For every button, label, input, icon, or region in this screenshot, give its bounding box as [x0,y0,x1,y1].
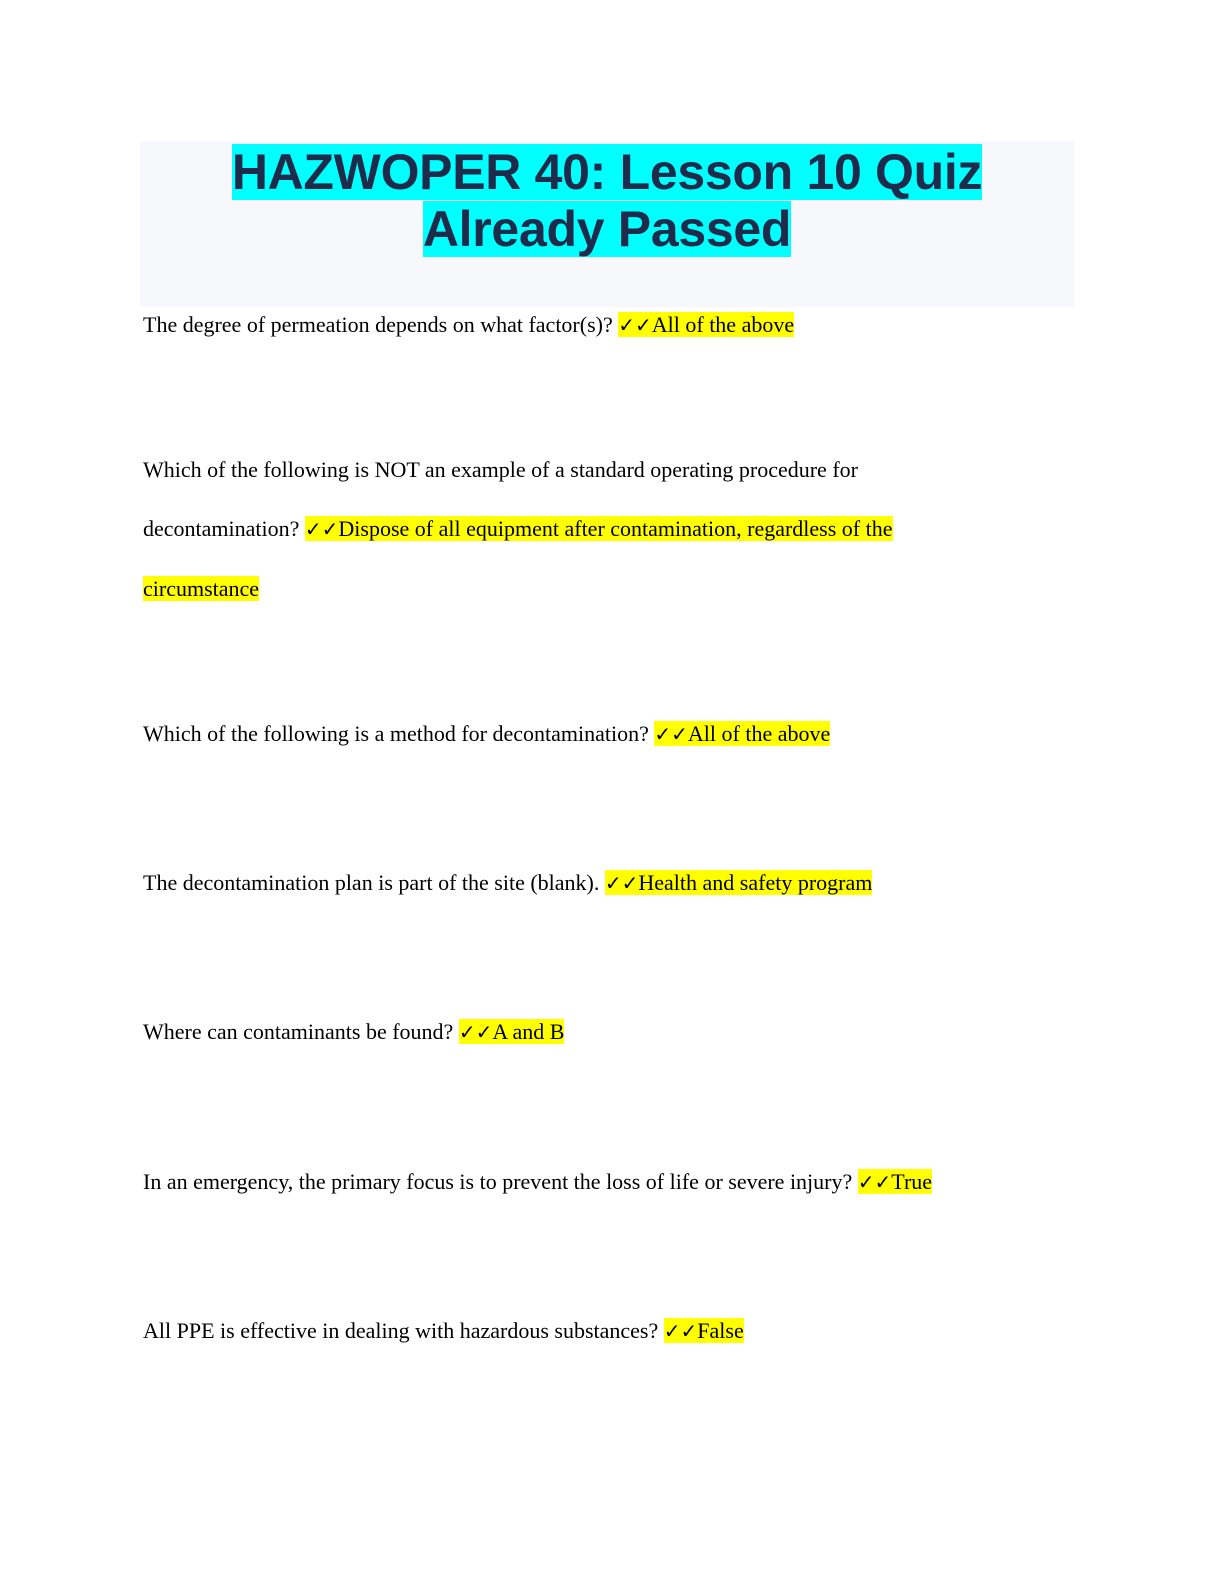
double-check-icon: ✓✓ [654,722,688,746]
double-check-icon: ✓✓ [857,1170,892,1194]
answer-highlight [654,721,830,746]
question-item-5 [143,1002,1003,1062]
question-item-4 [143,853,1003,913]
answer-text: All of the above [687,721,831,746]
question-text: The degree of permeation depends on what factor(s)? [143,312,613,337]
double-check-icon: ✓✓ [604,871,639,895]
answer-highlight [618,312,794,337]
answer-text: Dispose of all equipment after contamination, regardless of the circumstance [143,516,893,601]
double-check-icon: ✓✓ [663,1319,698,1343]
double-check-icon: ✓✓ [304,517,339,541]
answer-text: True [891,1169,933,1194]
answer-text: A and B [492,1019,565,1044]
answer-highlight [605,870,872,895]
question-item-1 [143,295,1003,355]
question-item-3 [143,704,1003,764]
question-text: Where can contaminants be found? [143,1019,454,1044]
question-item-6 [143,1152,1003,1212]
double-check-icon: ✓✓ [458,1020,493,1044]
question-item-2 [143,440,1003,618]
answer-text: Health and safety program [638,870,873,895]
answer-highlight [459,1019,565,1044]
page-title: HAZWOPER 40: Lesson 10 Quiz Already Passed [231,144,983,257]
double-check-icon: ✓✓ [618,313,652,337]
title-block [140,141,1074,307]
question-text: Which of the following is a method for decontamination? [143,721,649,746]
question-item-7 [143,1301,1003,1361]
question-text: All PPE is effective in dealing with hazardous substances? [143,1318,659,1343]
question-text: In an emergency, the primary focus is to prevent the loss of life or severe injury? [143,1169,853,1194]
answer-text: All of the above [651,312,795,337]
answer-highlight [664,1318,744,1343]
answer-highlight [858,1169,932,1194]
question-text: Which of the following is NOT an example of a standard operating procedure for decontamination? [143,457,858,541]
answer-text: False [697,1318,744,1343]
question-text: The decontamination plan is part of the site (blank). [143,870,600,895]
